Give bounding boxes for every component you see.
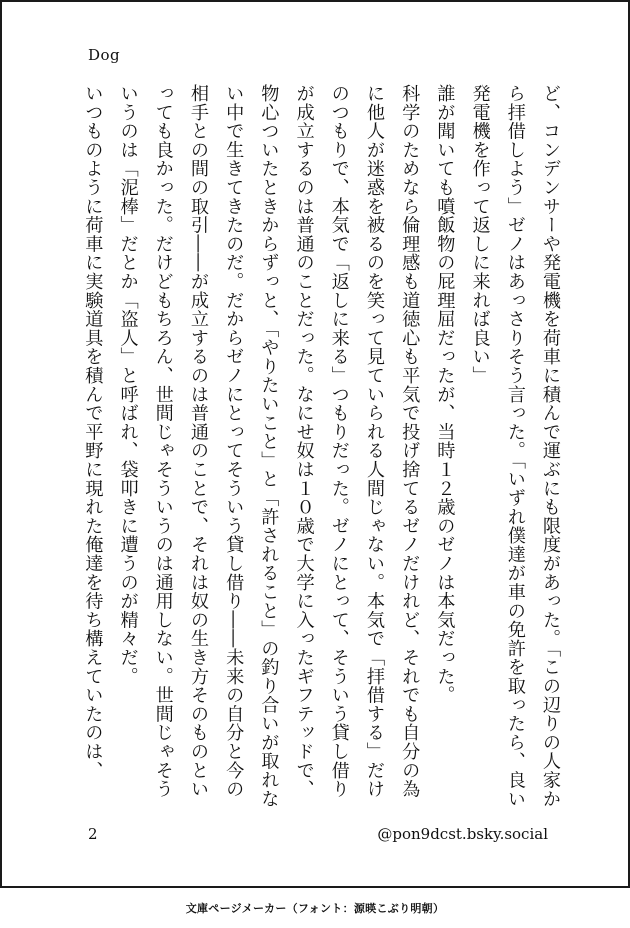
page-number: 2 <box>88 825 98 843</box>
paragraph-2: 誰が聞いても噴飯物の屁理屈だったが、当時１２歳のゼノは本気だった。 <box>434 84 456 705</box>
header-title: Dog <box>88 46 121 64</box>
paragraph-4: いつものように荷車に実験道具を積んで平野に現れた俺達を待ち構えていたのは、 <box>82 84 104 780</box>
footer-caption: 文庫ページメーカー（フォント：源暎こぶり明朝） <box>185 902 445 915</box>
paragraph-1: ど、コンデンサーや発電機を荷車に積んで運ぶにも限度があった。「この辺りの人家から拝借しよう」ゼノはあっさりそう言った。「いずれ僕達が車の免許を取ったら、良い発電機を作って返しに来れば良い」 <box>469 84 561 809</box>
author-handle: @pon9dcst.bsky.social <box>377 825 548 843</box>
paragraph-3: 科学のためなら倫理感も道徳心も平気で投げ捨てるゼノだけれど、それでも自分の為に他人が迷惑を被るのを笑って見ていられる人間じゃない。本気で「拝借する」だけのつもりで、本気で「返しに来る」つもりだった。ゼノにとって、そういう貸し借りが成立するのは普通のことだった。なにせ奴は１０歳で大学に入ったギフテッドで、物心ついたときからずっと、「やりたいこと」と「許されること」の釣り合いが取れない中で生きてきたのだ。だからゼノにとってそういう貸し借り――未来の自分と今の相手との間の取引――が成立するのは普通のことで、それは奴の生き方そのものといっても良かった。だけどもちろん、世間じゃそういうのは通用しない。世間じゃそういうのは「泥棒」だとか「盗人」と呼ばれ、袋叩きに遭うのが精々だ。 <box>117 84 421 809</box>
body-text <box>68 84 568 814</box>
